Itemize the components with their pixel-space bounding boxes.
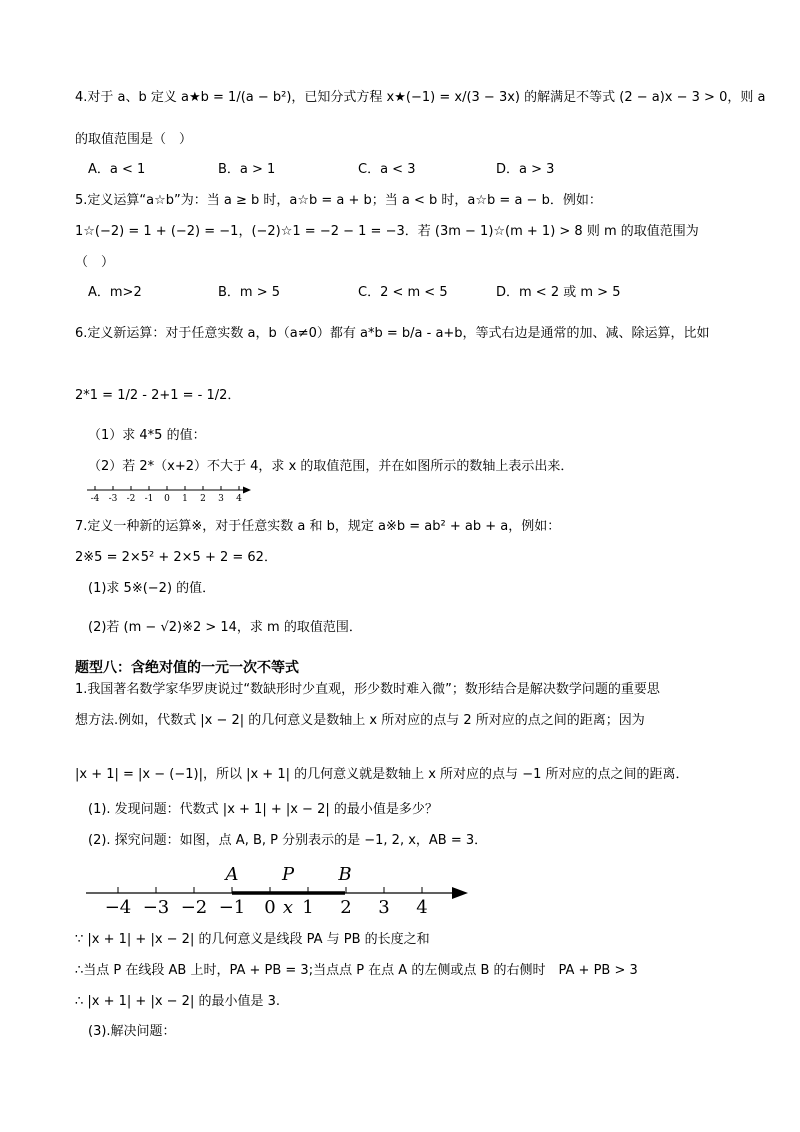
section8-axis-tick-label: −1 [218,897,246,918]
q6-number-line [85,484,255,506]
section8-r3: ∴ |x + 1| + |x − 2| 的最小值是 3. [75,994,280,1009]
q4-option-c: C．a < 3 [358,162,416,177]
section8-axis-arrow [452,887,468,899]
section8-p2: 想方法.例如，代数式 |x − 2| 的几何意义是数轴上 x 所对应的点与 2 所对应的点之间的距离；因为 [75,713,645,728]
q6-axis-tick-label: 0 [164,494,170,504]
q7-sub2: (2)若 (m − √2)※2 > 14，求 m 的取值范围． [88,620,362,635]
q4-option-d: D．a > 3 [496,162,555,177]
q6-axis-tick-label: -2 [126,494,136,504]
q4-option-a: A．a < 1 [88,162,146,177]
section8-axis-tick-label: 2 [340,897,352,918]
q7-line1: 7.定义一种新的运算※，对于任意实数 a 和 b，规定 a※b = ab² + ab + a，例如： [75,519,561,534]
section8-p3: |x + 1| = |x − (−1)|，所以 |x + 1| 的几何意义就是数轴上 x 所对应的点与 −1 所对应的点之间的距离． [75,767,689,782]
q5-option-c: C．2 < m < 5 [358,285,448,300]
q6-axis-tick-label: 2 [200,494,206,504]
section8-title: 题型八：含绝对值的一元一次不等式 [75,660,299,676]
section8-r2: ∴当点 P 在线段 AB 上时，PA + PB = 3;当点点 P 在点 A 的左侧或点 B 的右侧时 PA + PB > 3 [75,963,638,978]
section8-axis-tick-label: −3 [142,897,170,918]
q6-axis-arrow [243,487,251,494]
section8-number-line [80,860,480,922]
section8-r1: ∵ |x + 1| + |x − 2| 的几何意义是线段 PA 与 PB 的长度之和 [75,932,430,947]
q5-option-a: A．m>2 [88,285,142,300]
q4-line2: 的取值范围是（ ） [75,132,193,147]
q6-line2: 2*1 = 1/2 - 2+1 = - 1/2． [75,388,241,403]
q7-line2: 2※5 = 2×5² + 2×5 + 2 = 62． [75,550,277,565]
point-p-label: P [281,864,295,885]
q5-line2: 1☆(−2) = 1 + (−2) = −1，(−2)☆1 = −2 − 1 = −3．若 (3m − 1)☆(m + 1) > 8 则 m 的取值范围为 [75,224,699,239]
point-a-label: A [225,864,239,885]
point-b-label: B [338,864,352,885]
section8-axis-tick-label: −2 [180,897,208,918]
q5-option-b: B．m > 5 [218,285,281,300]
q6-axis-tick-label: -1 [144,494,154,504]
q6-axis-tick-label: 1 [182,494,188,504]
section8-s1: (1). 发现问题：代数式 |x + 1| + |x − 2| 的最小值是多少？ [88,802,438,817]
q6-axis-tick-label: 3 [218,494,224,504]
section8-p1: 1.我国著名数学家华罗庚说过“数缺形时少直观，形少数时难入微”；数形结合是解决数学问题的重要思 [75,682,660,697]
q4-line1: 4.对于 a、b 定义 a★b = 1/(a − b²)，已知分式方程 x★(−1) = x/(3 − 3x) 的解满足不等式 (2 − a)x − 3 > 0，则 a [75,90,766,105]
q4-option-b: B．a > 1 [218,162,276,177]
section8-axis-tick-label: 3 [378,897,390,918]
q5-line1: 5.定义运算“a☆b”为：当 a ≥ b 时，a☆b = a + b；当 a < b 时，a☆b = a − b．例如： [75,193,602,208]
section8-s3: (3).解决问题： [88,1024,176,1039]
q6-sub2: （2）若 2*（x+2）不大于 4，求 x 的取值范围，并在如图所示的数轴上表示出来． [88,459,574,474]
q6-axis-tick-label: -3 [108,494,118,504]
q6-sub1: （1）求 4*5 的值： [88,428,206,443]
section8-axis-tick-label: 4 [416,897,428,918]
q7-sub1: (1)求 5※(−2) 的值． [88,581,216,596]
q6-axis-tick-label: 4 [236,494,242,504]
point-p-x-label: x [282,897,294,918]
q6-line1: 6.定义新运算：对于任意实数 a，b（a≠0）都有 a*b = b/a - a+b，等式右边是通常的加、减、除运算，比如 [75,326,710,341]
section8-axis-tick-label: −4 [104,897,132,918]
q6-axis-tick-label: -4 [90,494,100,504]
section8-axis-tick-label: 0 [264,897,276,918]
section8-axis-tick-label: 1 [302,897,314,918]
q5-line3: （ ） [75,255,115,270]
section8-s2: (2). 探究问题：如图，点 A, B, P 分别表示的是 −1, 2, x，AB = 3． [88,833,488,848]
q5-option-d: D．m < 2 或 m > 5 [496,285,621,300]
